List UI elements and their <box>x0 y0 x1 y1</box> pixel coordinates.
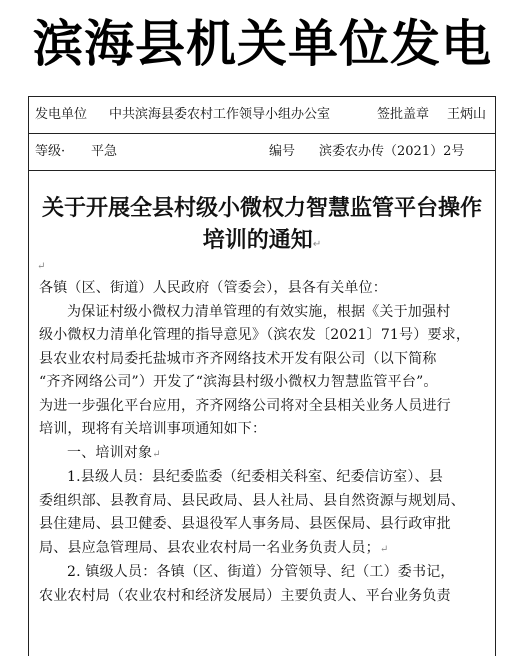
sender-label: 发电单位 <box>35 107 88 122</box>
document-number: 滨委农办传（2021）2号 <box>319 144 465 159</box>
title-line-2-text: 培训的通知 <box>202 228 313 253</box>
item-1-line-1: 1.县级人员：县纪委监委（纪委相关科室、纪委信访室）、县 <box>67 469 443 485</box>
paragraph-1-line-5: 为进一步强化平台应用，齐齐网络公司将对全县相关业务人员进行 <box>39 397 451 414</box>
header-row-sender <box>29 97 495 134</box>
return-mark-icon: ↵ <box>37 261 46 272</box>
level-label: 等级· <box>35 144 66 159</box>
document-frame <box>28 96 496 656</box>
title-line-1: 关于开展全县村级小微权力智慧监管平台操作 <box>41 196 482 221</box>
section-heading-1-text: 一、培训对象 <box>67 444 153 461</box>
signer-label: 签批盖章 <box>377 107 430 122</box>
number-label: 编号 <box>269 144 296 159</box>
title-line-2 <box>29 225 495 261</box>
return-mark-icon: ↵ <box>152 448 161 460</box>
item-2-line-2: 农业农村局（农业农村和经济发展局）主要负责人、平台业务负责 <box>39 587 451 604</box>
paragraph-1-line-3: 县农业农村局委托盐城市齐齐网络技术开发有限公司（以下简称 <box>39 350 437 367</box>
document-body <box>39 277 489 608</box>
paragraph-1-line-6: 培训，现将有关培训事项通知如下： <box>39 421 267 437</box>
paragraph-1-line-4: “齐齐网络公司”）开发了“滨海县村级小微权力智慧监管平台”。 <box>39 374 438 390</box>
return-mark-icon: ↵ <box>379 543 389 555</box>
section-heading-1 <box>39 442 489 467</box>
level-value: 平急 <box>91 144 118 159</box>
masthead-title: 滨海县机关单位发电 <box>33 15 492 73</box>
item-1-line-2: 委组织部、县教育局、县民政局、县人社局、县自然资源与规划局、 <box>39 492 465 509</box>
salutation: 各镇（区、街道）人民政府（管委会），县各有关单位： <box>39 280 387 296</box>
paragraph-1-line-1: 为保证村级小微权力清单管理的有效实施，根据《关于加强村 <box>67 303 451 320</box>
item-1-line-3: 县住建局、县卫健委、县退役军人事务局、县医保局、县行政审批 <box>39 516 451 532</box>
signer-value: 王炳山 <box>447 107 487 122</box>
document-title <box>29 193 495 261</box>
item-1-line-4-text: 局、县应急管理局、县农业农村局一名业务负责人员； <box>39 539 380 556</box>
header-row-level <box>29 134 495 171</box>
paragraph-1-line-2: 级小微权力清单化管理的指导意见》（滨农发〔2021〕71号）要求， <box>39 327 471 343</box>
sender-value: 中共滨海县委农村工作领导小组办公室 <box>109 107 331 122</box>
item-2-line-1: 2. 镇级人员：各镇（区、街道）分管领导、纪（工）委书记， <box>67 564 455 580</box>
return-mark-icon: ↵ <box>312 239 322 250</box>
item-1-line-4 <box>39 537 489 562</box>
